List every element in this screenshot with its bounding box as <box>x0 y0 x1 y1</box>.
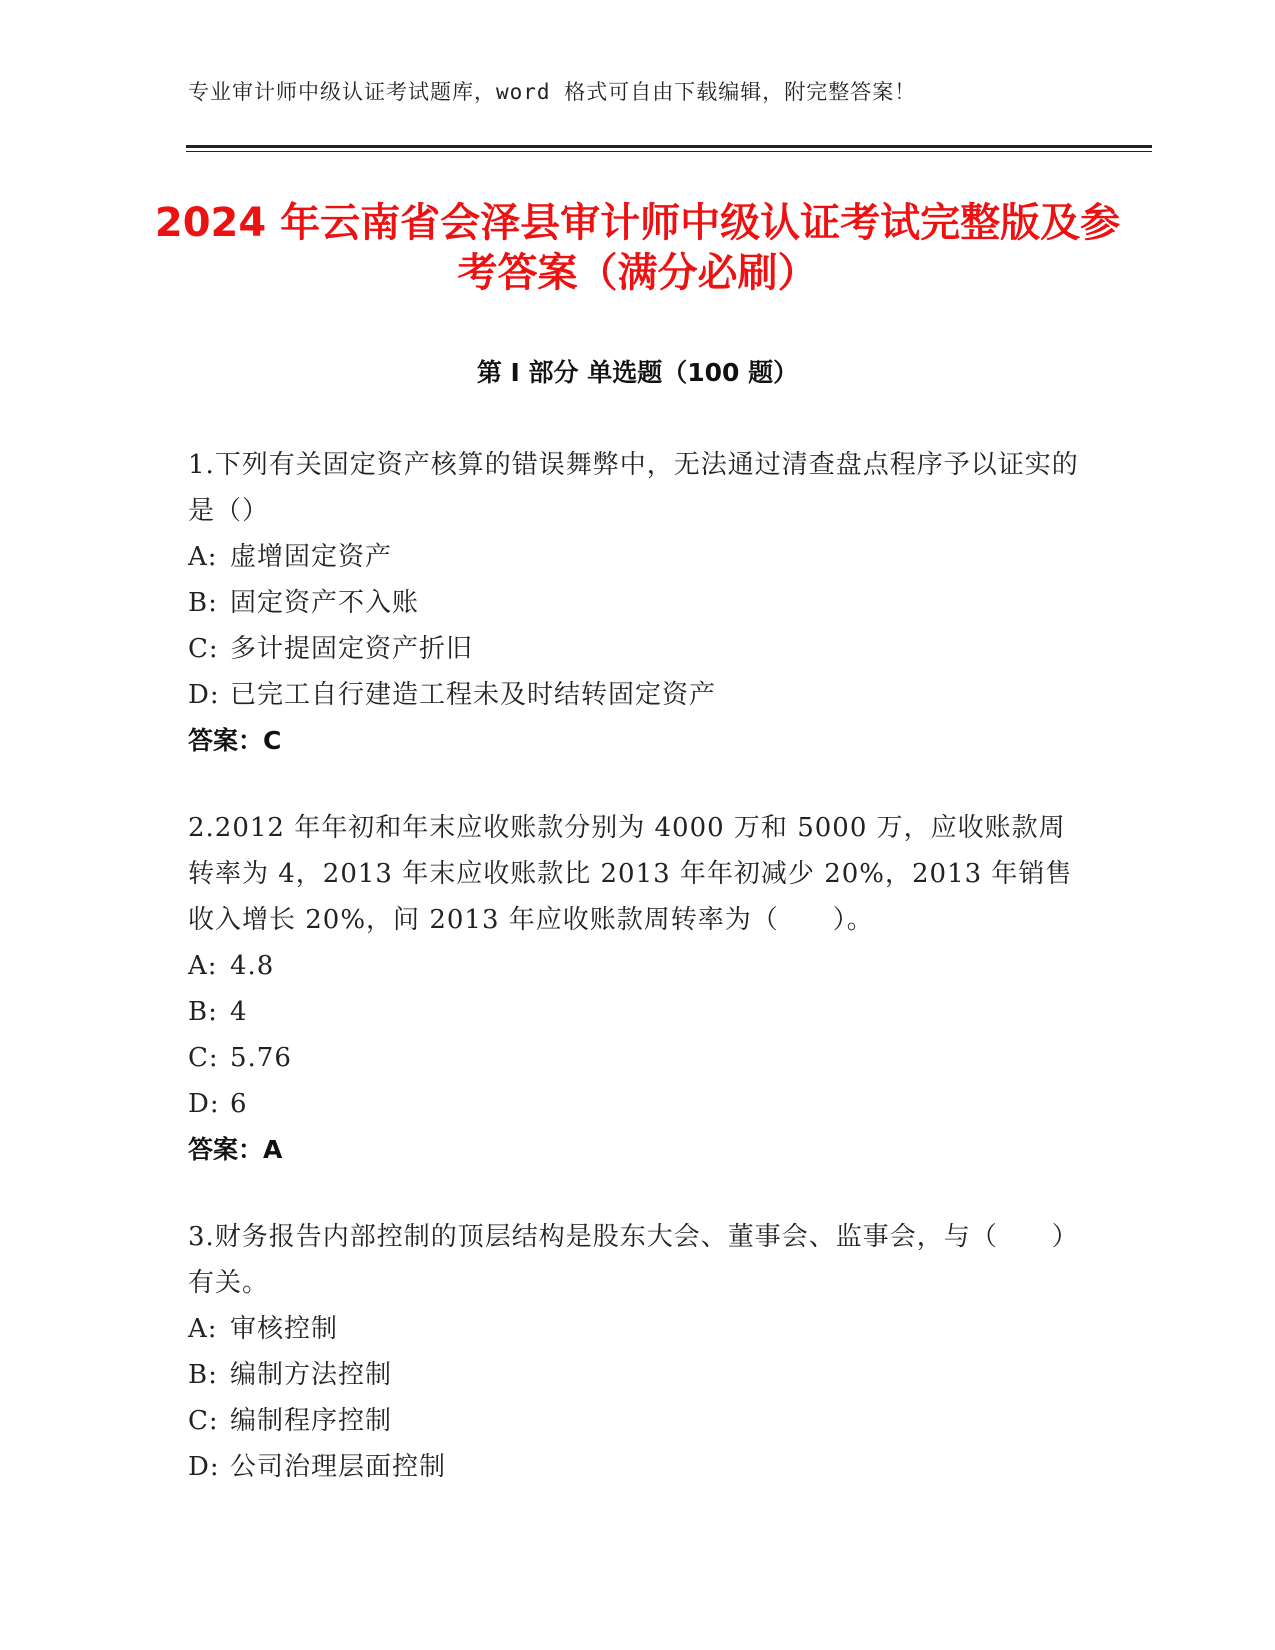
option-text: 审核控制 <box>230 1314 339 1344</box>
option-b <box>188 1352 1088 1398</box>
option-label: C: <box>188 634 219 664</box>
option-label: A: <box>188 951 218 981</box>
option-a <box>188 943 1088 989</box>
option-a <box>188 1306 1088 1352</box>
option-label: D: <box>188 1089 220 1119</box>
header-note: 专业审计师中级认证考试题库，word 格式可自由下载编辑，附完整答案！ <box>188 80 917 104</box>
option-c <box>188 1398 1088 1444</box>
option-label: D: <box>188 680 220 710</box>
option-text: 固定资产不入账 <box>230 588 420 618</box>
option-label: C: <box>188 1406 219 1436</box>
option-label: A: <box>188 542 218 572</box>
question-stem: 3.财务报告内部控制的顶层结构是股东大会、董事会、监事会，与（ ）有关。 <box>188 1222 1079 1298</box>
answer-line: 答案：C <box>188 726 282 755</box>
question-stem: 1.下列有关固定资产核算的错误舞弊中，无法通过清查盘点程序予以证实的是（） <box>188 450 1079 526</box>
option-c <box>188 1035 1088 1081</box>
question-2 <box>188 805 1088 1173</box>
option-text: 5.76 <box>230 1043 292 1073</box>
option-text: 编制程序控制 <box>230 1406 393 1436</box>
option-b <box>188 580 1088 626</box>
option-text: 6 <box>230 1089 248 1119</box>
option-d <box>188 672 1088 718</box>
section-heading: 第 I 部分 单选题（100 题） <box>476 358 799 387</box>
option-a <box>188 534 1088 580</box>
header-rule-thin <box>186 151 1152 152</box>
option-text: 4 <box>230 997 248 1027</box>
option-label: D: <box>188 1452 220 1482</box>
option-text: 多计提固定资产折旧 <box>230 634 474 664</box>
option-text: 已完工自行建造工程未及时结转固定资产 <box>230 680 717 710</box>
option-c <box>188 626 1088 672</box>
option-label: A: <box>188 1314 218 1344</box>
document-title: 2024 年云南省会泽县审计师中级认证考试完整版及参考答案（满分必刷） <box>154 200 1121 296</box>
header-rule-thick <box>186 145 1152 148</box>
option-label: B: <box>188 997 218 1027</box>
option-text: 编制方法控制 <box>230 1360 393 1390</box>
question-3 <box>188 1214 1088 1490</box>
option-d <box>188 1081 1088 1127</box>
option-label: B: <box>188 1360 218 1390</box>
option-text: 4.8 <box>230 951 275 981</box>
option-label: C: <box>188 1043 219 1073</box>
option-label: B: <box>188 588 218 618</box>
option-d <box>188 1444 1088 1490</box>
question-stem: 2.2012 年年初和年末应收账款分别为 4000 万和 5000 万，应收账款周转率为 4，2013 年末应收账款比 2013 年年初减少 20%，2013 年销售收入增长 20%，问 2013 年应收账款周转率为（ ）。 <box>188 813 1073 935</box>
option-text: 公司治理层面控制 <box>230 1452 447 1482</box>
option-text: 虚增固定资产 <box>230 542 393 572</box>
answer-line: 答案：A <box>188 1135 283 1164</box>
option-b <box>188 989 1088 1035</box>
question-1 <box>188 442 1088 764</box>
